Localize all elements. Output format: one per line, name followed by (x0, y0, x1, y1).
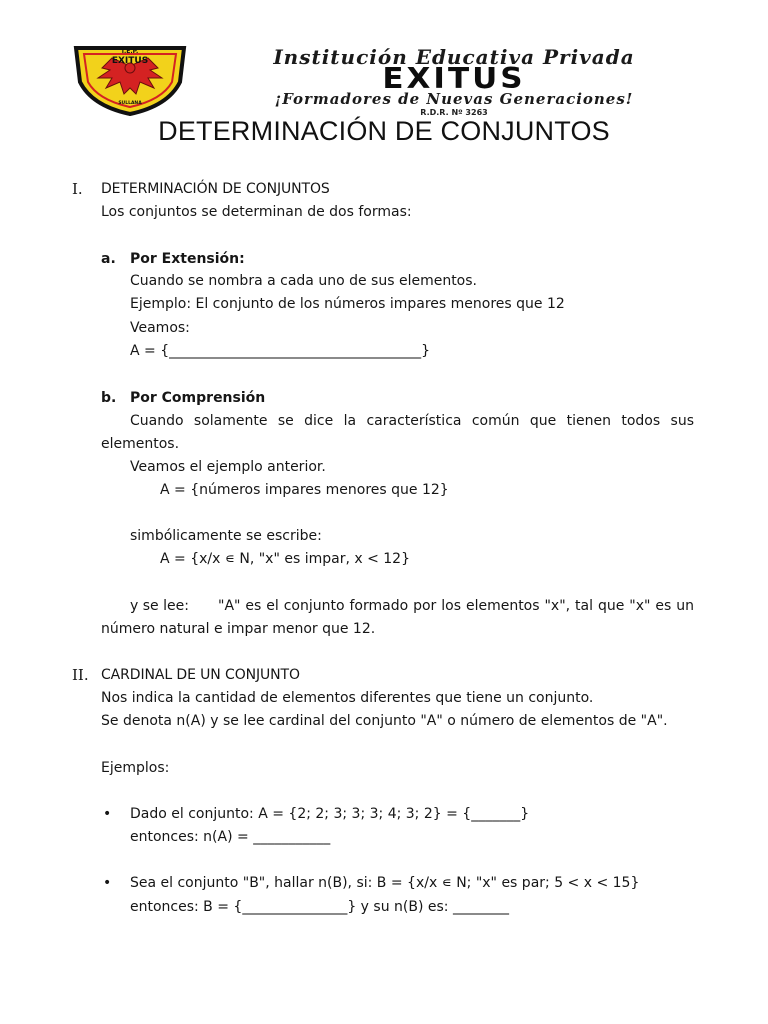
comprehension-example-intro: Veamos el ejemplo anterior. (130, 459, 326, 475)
school-crest-logo (72, 42, 188, 116)
example-2-line-1: Sea el conjunto "B", hallar n(B), si: B = {x/x ∊ N; "x" es par; 5 < x < 15} (130, 875, 640, 891)
subsection-b-heading: Por Comprensión (130, 390, 266, 406)
crest-word: EXITUS (111, 56, 149, 66)
symbolic-set: A = {x/x ∊ N, "x" es impar, x < 12} (160, 551, 410, 567)
extension-blank-set: A = {____________________________________} (130, 343, 431, 359)
reading-text-cont: número natural e impar menor que 12. (101, 621, 376, 637)
example-1-line-1: Dado el conjunto: A = {2; 2; 3; 3; 3; 4; 3; 2} = {_______} (130, 806, 530, 822)
cardinal-definition: Nos indica la cantidad de elementos diferentes que tiene un conjunto. (101, 690, 594, 706)
bullet-1: • (103, 806, 112, 822)
institution-name: Institución Educativa Privada (273, 45, 635, 69)
resolution-number: R.D.R. Nº 3263 (420, 108, 488, 117)
examples-label: Ejemplos: (101, 760, 170, 776)
symbolic-label: simbólicamente se escribe: (130, 528, 322, 544)
comprehension-definition-cont: elementos. (101, 436, 180, 452)
page-title: DETERMINACIÓN DE CONJUNTOS (158, 116, 610, 146)
comprehension-set-words: A = {números impares menores que 12} (160, 482, 449, 498)
subsection-a-heading: Por Extensión: (130, 251, 245, 267)
comprehension-definition: Cuando solamente se dice la característica común que tienen todos sus (130, 413, 694, 429)
extension-example: Ejemplo: El conjunto de los números impares menores que 12 (130, 296, 565, 312)
example-1-line-2: entonces: n(A) = ___________ (130, 829, 331, 845)
letterhead (72, 42, 702, 116)
section-1-number: I. (72, 180, 83, 198)
subsection-a-letter: a. (101, 251, 116, 267)
crest-bottom-text: SULLANA (118, 101, 142, 106)
subsection-b-letter: b. (101, 390, 117, 406)
reading-text: "A" es el conjunto formado por los elementos "x", tal que "x" es un (218, 598, 694, 614)
example-2-line-2: entonces: B = {_______________} y su n(B) es: ________ (130, 899, 509, 915)
section-2-number: II. (72, 666, 89, 684)
reading-label: y se lee: (130, 598, 189, 614)
section-1-heading: DETERMINACIÓN DE CONJUNTOS (101, 181, 330, 197)
extension-definition: Cuando se nombra a cada uno de sus elementos. (130, 273, 477, 289)
school-motto: ¡Formadores de Nuevas Generaciones! (274, 90, 634, 108)
brand-name: EXITUS (382, 62, 526, 96)
crest-top-text: I.E.P. (121, 48, 139, 55)
cardinal-notation: Se denota n(A) y se lee cardinal del conjunto "A" o número de elementos de "A". (101, 713, 668, 729)
section-1-intro: Los conjuntos se determinan de dos formas: (101, 204, 412, 220)
bullet-2: • (103, 875, 112, 891)
section-2-heading: CARDINAL DE UN CONJUNTO (101, 667, 300, 683)
extension-veamos: Veamos: (130, 320, 190, 336)
